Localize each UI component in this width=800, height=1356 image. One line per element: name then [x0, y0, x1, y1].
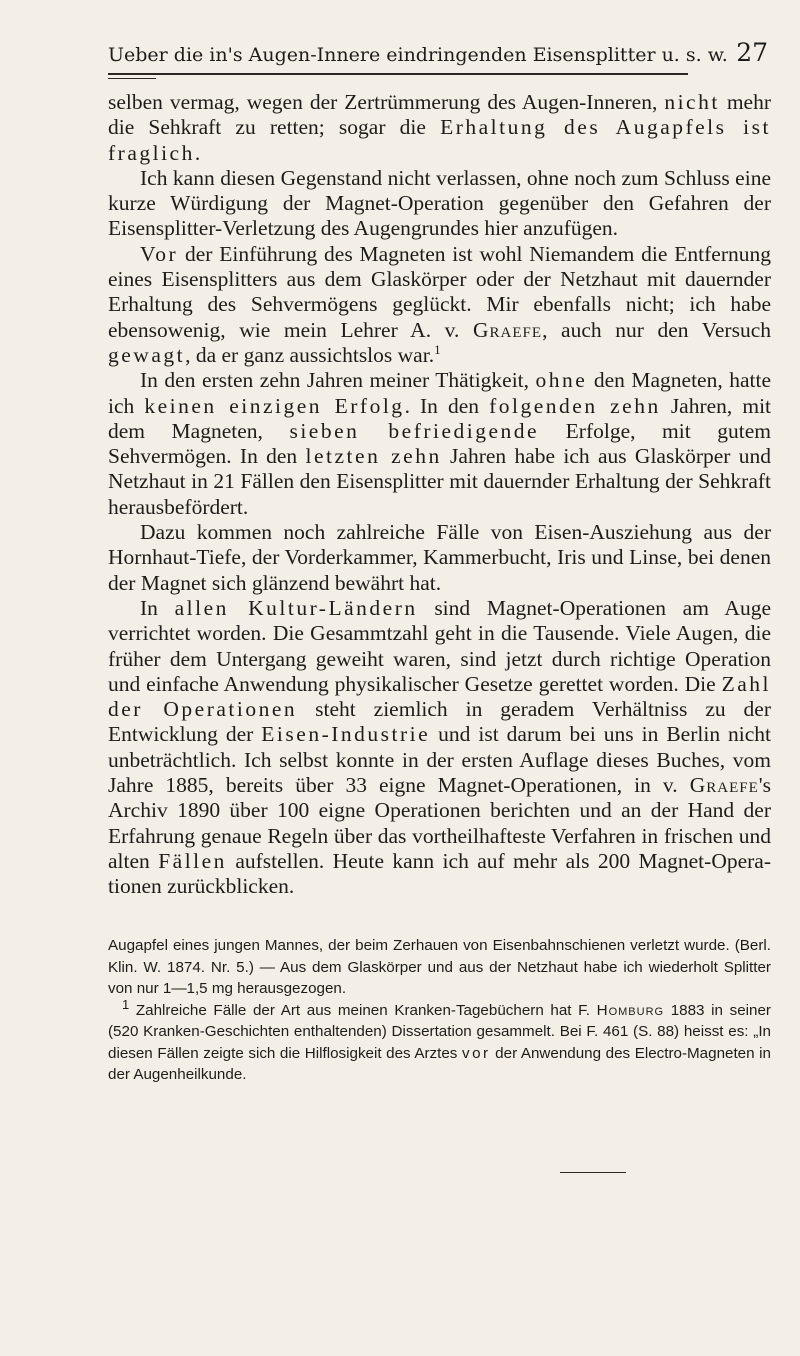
emphasis: nicht	[664, 90, 720, 114]
emphasis: ohne	[535, 368, 588, 393]
paragraph-4: In den ersten zehn Jahren meiner Thätigkeit, ohne den Magneten, hatte ich keinen einzigen Erfolg. In den folgenden zehn Jahren, mit dem Magneten, sieben befriedigende Erfolge, mit gutem Sehvermögen. In den letzten zehn Jahren habe ich aus Glaskörper und Netzhaut in 21 Fällen den Eisensplitter mit dauernder Erhaltung der Sehkraft herausbefördert.	[108, 368, 772, 519]
paragraph-2: Ich kann diesen Gegenstand nicht verlassen, ohne noch zum Schluss eine kurze Würdigung der Magnet-Operation gegenüber den Gefahren der Eisensplitter-Verletzung des Augengrundes hier anzufügen.	[108, 165, 771, 241]
author-name: Graefe	[689, 773, 759, 798]
emphasis: Erhaltung des Augapfels ist fraglich.	[108, 115, 771, 165]
header-rule-short	[108, 78, 156, 79]
header-rule	[108, 73, 688, 75]
emphasis: allen Kultur-Ländern	[174, 595, 418, 620]
footnotes	[108, 935, 771, 1086]
paragraph-3: Vor der Einführung des Magneten ist wohl Niemandem die Entfernung eines Eisensplitters aus dem Glaskörper oder der Netzhaut mit dauernder Erhaltung des Sehvermögens geglückt. Mir ebenfalls nicht; ich habe ebensowenig, wie mein Lehrer A. v. Graefe, auch nur den Versuch gewagt, da er ganz aussichtslos war.$^1$	[108, 241, 772, 367]
emphasis: Vor	[140, 241, 179, 266]
footnote-1: $^1$ Zahlreiche Fälle der Art aus meinen Kranken-Tagebüchern hat F. Homburg 1883 in seiner (520 Kranken-Geschichten enthaltenden) Dissertation gesammelt. Bei F. 461 (S. 88) heisst es: „In diesen Fällen zeigte sich die Hilflosigkeit des Arztes vor der Anwendung des Electro-Magneten in der Augenheilkunde.	[108, 996, 771, 1083]
emphasis: Zahl der Operationen	[108, 671, 771, 722]
emphasis: Fällen	[158, 848, 227, 873]
author-name: Homburg	[596, 1001, 665, 1019]
emphasis: vor	[461, 1044, 491, 1062]
emphasis: folgenden zehn	[489, 393, 661, 418]
footnote-marker: 1	[434, 341, 441, 357]
footnote-number: 1	[122, 996, 130, 1012]
paragraph-1: selben vermag, wegen der Zertrümmerung des Augen-Inneren, nicht mehr die Sehkraft zu retten; sogar die Erhaltung des Augapfels ist fraglich.	[108, 90, 771, 165]
emphasis: sieben befriedigende	[289, 418, 540, 443]
paragraph-5: Dazu kommen noch zahlreiche Fälle von Eisen-Ausziehung aus der Hornhaut-Tiefe, der Vorderkammer, Kammerbucht, Iris und Linse, bei denen der Magnet sich glänzend bewährt hat.	[108, 520, 771, 595]
emphasis: keinen einzigen Erfolg	[144, 393, 405, 418]
paragraph-6: In allen Kultur-Ländern sind Magnet-Operationen am Auge verrichtet worden. Die Gesammtzahl geht in die Tausende. Viele Augen, die früher dem Untergang geweiht waren, sind jetzt durch richtige Operation und einfache Anwendung physikalischer Gesetze gerettet worden. Die Zahl der Operationen steht ziemlich in geradem Verhältniss zu der Entwicklung der Eisen-Industrie und ist darum bei uns in Berlin nicht unbeträchtlich. Ich selbst konnte in der ersten Auflage dieses Buches, vom Jahre 1885, bereits über 33 eigne Magnet-Operationen, in v. Graefe's Archiv 1890 über 100 eigne Operationen berichten und an der Hand der Erfahrung genaue Regeln über das vortheilhafteste Verfahren in frischen und alten Fällen aufstellen. Heute kann ich auf mehr als 200 Magnet-Operationen zurückblicken.	[108, 595, 772, 899]
emphasis: letzten zehn	[305, 444, 442, 469]
emphasis: gewagt	[108, 342, 186, 367]
running-header	[108, 38, 768, 70]
author-name: Graefe	[473, 317, 543, 342]
emphasis: Eisen-Industrie	[261, 722, 431, 747]
end-rule	[560, 1172, 626, 1173]
footnote-continued: Augapfel eines jungen Mannes, der beim Zerhauen von Eisenbahnschienen verletzt wurde. (Berl. Klin. W. 1874. Nr. 5.) — Aus dem Glaskörper und aus der Netzhaut habe ich wiederholt Splitter von nur 1—1,5 mg herausgezogen.	[108, 937, 771, 997]
main-text	[108, 90, 771, 900]
running-title: Ueber die in's Augen-Innere eindringenden Eisensplitter u. s. w.	[108, 44, 728, 66]
page-number: 27	[736, 38, 768, 67]
